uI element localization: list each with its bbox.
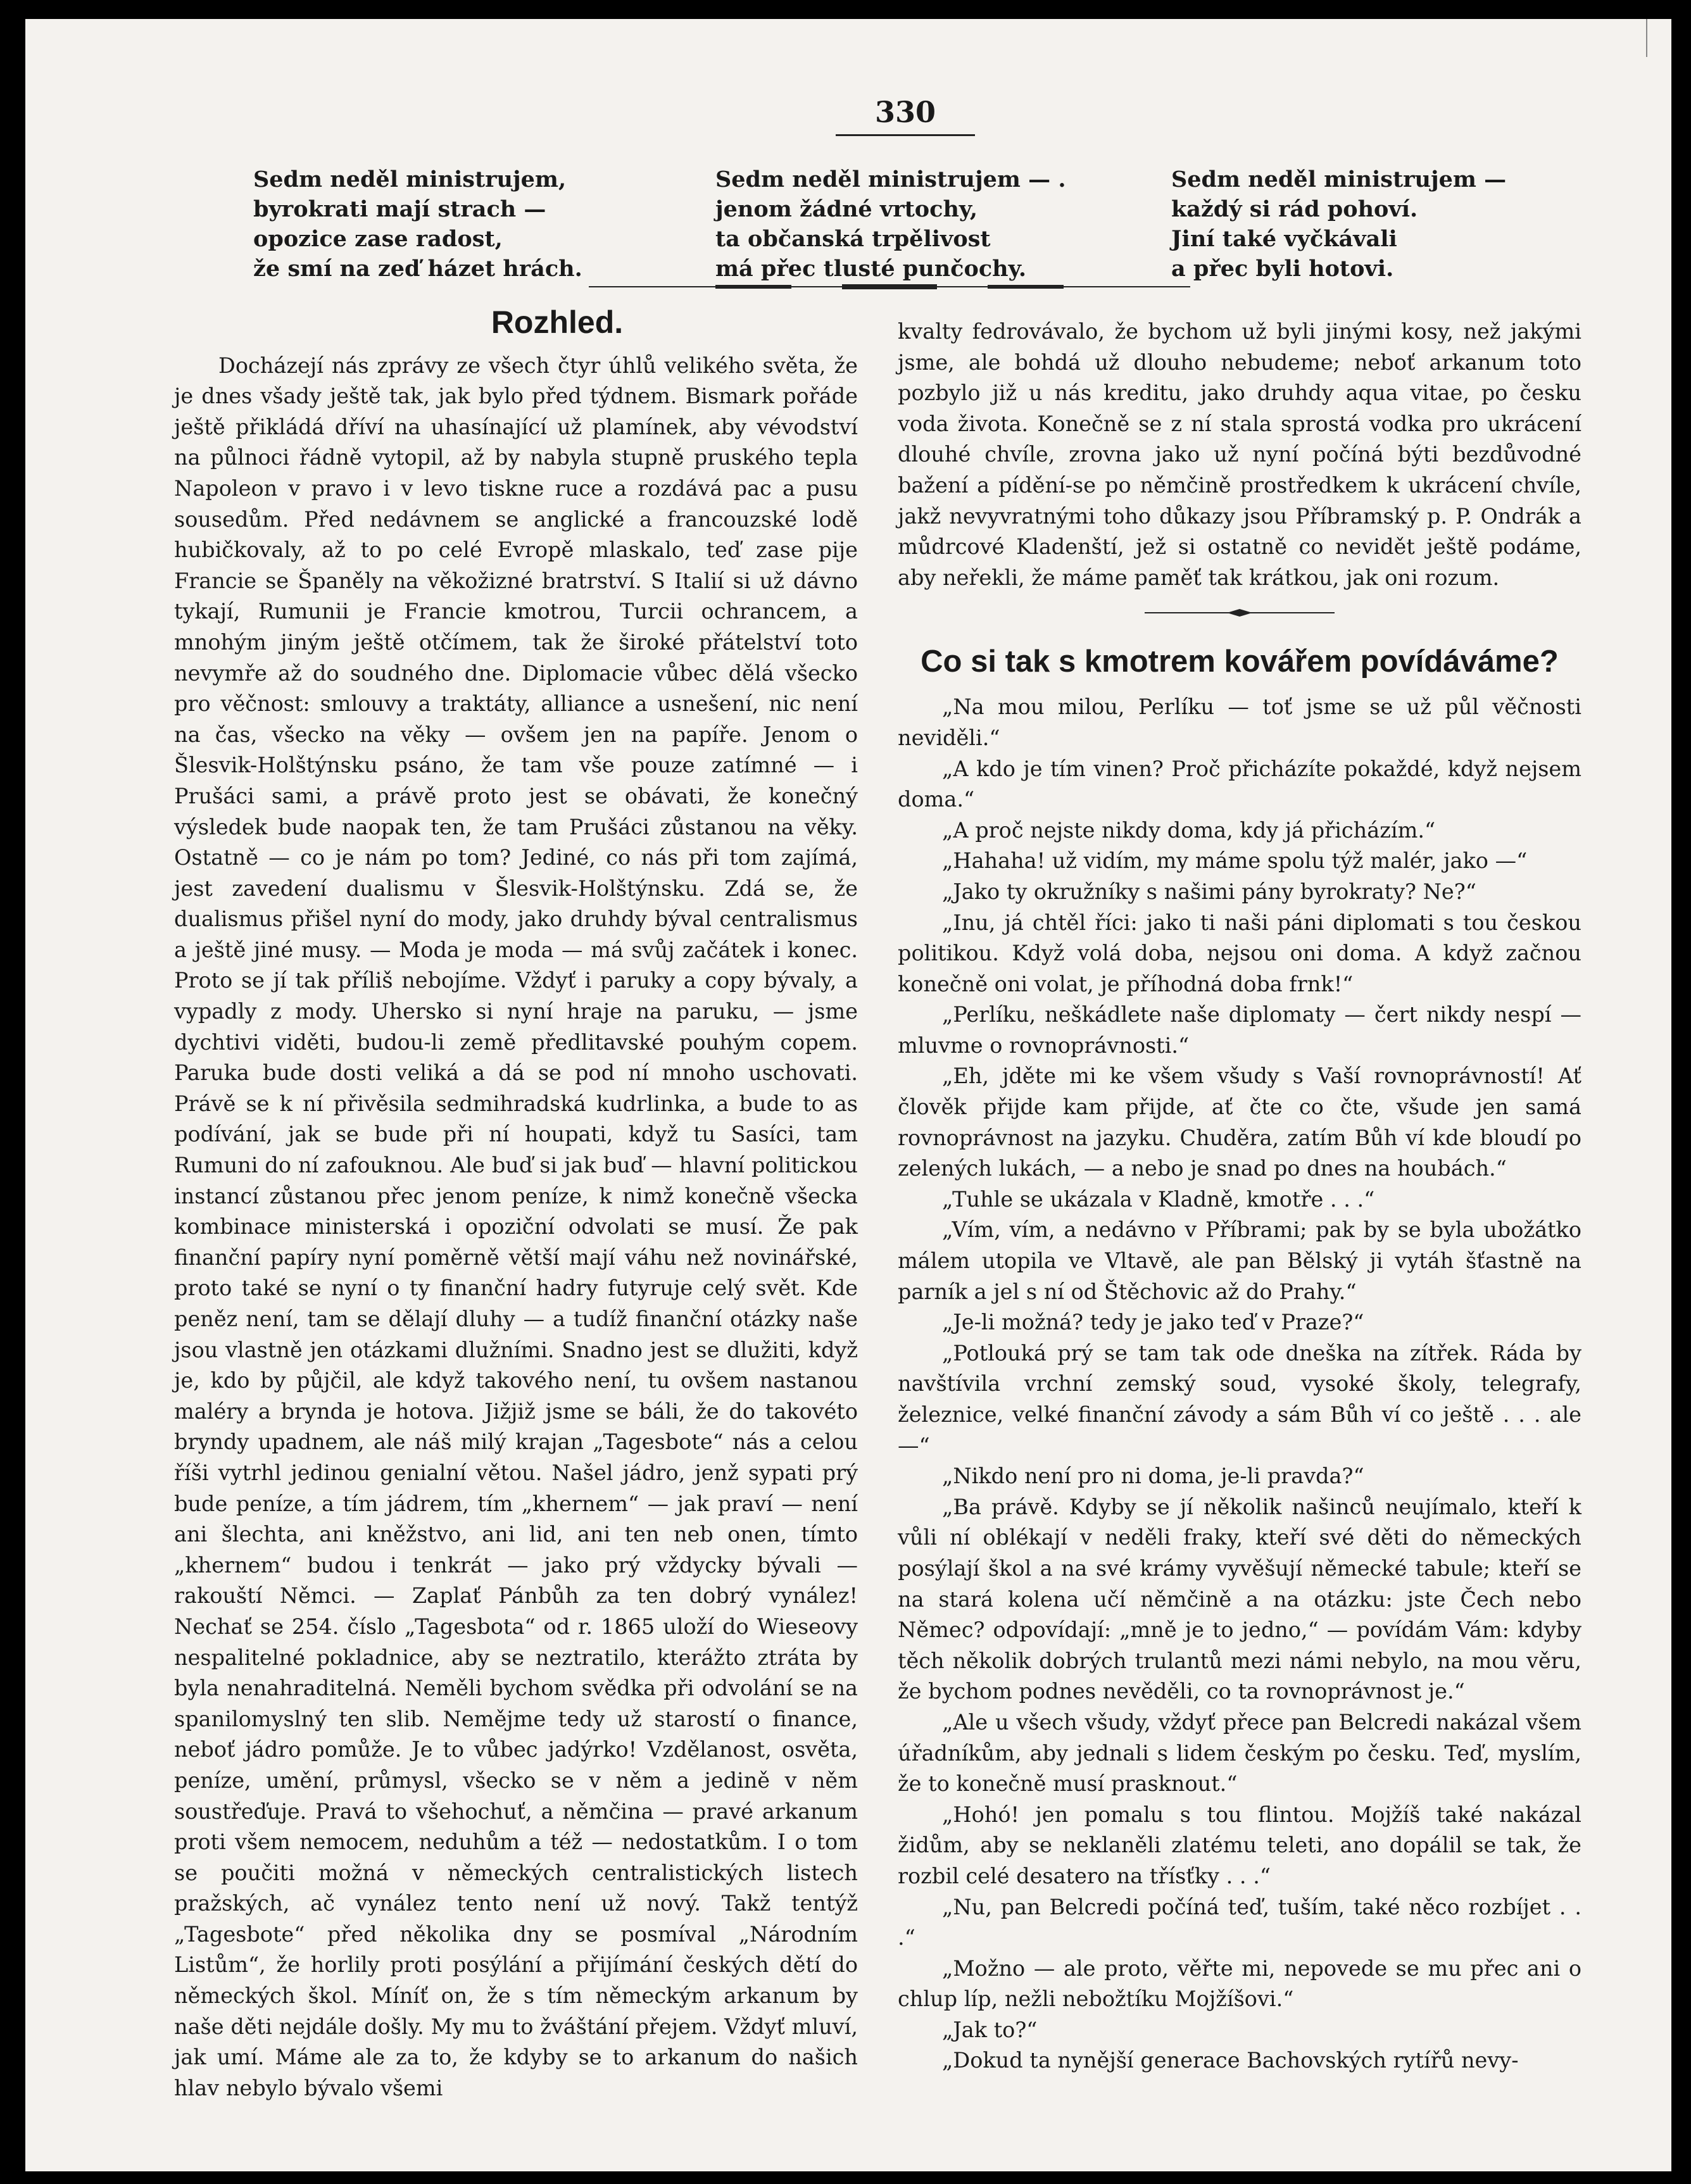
dialogue-paragraph: „Inu, já chtěl říci: jako ti naši páni diplomati s tou českou politikou. Když volá doba, nejsou oni doma. A když začnou konečně oni volat, je příhodná doba frnk!“: [898, 910, 1581, 996]
dialogue-paragraph: „Možno — ale proto, věřte mi, nepovede se mu přec ani o chlup líp, nežli nebožtíku Mojžíšovi.“: [898, 1955, 1581, 2012]
dialogue-paragraph: „A proč nejste nikdy doma, kdy já přicházím.“: [942, 817, 1436, 843]
article-continuation: kvalty fedrovávalo, že bychom už byli jinými kosy, než jakými jsme, ale bohdá už dlouho nebudeme; neboť arkanum toto pozbylo již u nás kreditu, jako druhdy aqua vitae, po česku voda života. Konečně se z ní stala sprostá vodka pro ukrácení dlouhé chvíle, zrovna jako už nyní počíná býti bezdůvodné bažení a pídění-se po němčině prostředkem k ukrácení chvíle, jakž nevyvratnými toho důkazy jsou Příbramský p. P. Ondrák a můdrcové Kladenští, jež si ostatně co nevidět ještě podáme, aby neřekli, že máme paměť tak krátkou, jak oni rozum.: [898, 319, 1581, 590]
verse-line: Sedm neděl ministrujem,: [253, 166, 567, 192]
verse-line: jenom žádné vrtochy,: [715, 196, 978, 222]
verse-line: ta občanská trpělivost: [715, 226, 991, 252]
dialogue-paragraph: „Dokud ta nynější generace Bachovských rytířů nevy-: [942, 2048, 1519, 2073]
page-number: 330: [874, 95, 936, 129]
dialogue-paragraph: „Hohó! jen pomalu s tou flintou. Mojžíš také nakázal židům, aby se neklaněli zlatému teleti, ano dopálil se tak, že rozbil celé desatero na třísťky . . .“: [898, 1802, 1581, 1888]
dialogue-paragraph: „Potlouká prý se tam tak ode dneška na zítřek. Ráda by navštívila vrchní zemský soud, vysoké školy, telegrafy, železnice, velké finanční závody a sám Bůh ví co ještě . . . ale —“: [898, 1340, 1581, 1458]
newspaper-page: [25, 19, 1671, 2171]
section-title-rozhled: Rozhled.: [491, 304, 624, 340]
verse-line: a přec byli hotovi.: [1171, 256, 1394, 282]
dialogue-paragraph: „Perlíku, neškádlete naše diplomaty — čert nikdy nespí — mluvme o rovnoprávnosti.“: [898, 1002, 1581, 1058]
page-number-rule: [836, 134, 975, 136]
verse-line: že smí na zeď házet hrách.: [253, 256, 582, 282]
verse-line: má přec tlusté punčochy.: [715, 256, 1027, 282]
section-title-kmotr: Co si tak s kmotrem kovářem povídáváme?: [921, 644, 1559, 679]
verse-line: Sedm neděl ministrujem —: [1171, 166, 1507, 192]
dialogue-paragraph: „Nikdo není pro ni doma, je-li pravda?“: [942, 1464, 1364, 1489]
dialogue-paragraph: „Na mou milou, Perlíku — toť jsme se už půl věčnosti neviděli.“: [898, 694, 1581, 750]
verse-line: Jiní také vyčkávali: [1171, 226, 1397, 252]
ornamental-separator: [1145, 608, 1335, 617]
page-edge-mark: [1646, 19, 1671, 57]
dialogue-paragraph: „Ba právě. Kdyby se jí několik našinců neujímalo, kteří k vůli ní oblékají v neděli fraky, kteří své děti do německých posýlají škol a na své krámy vyvěšují německé tabule; kteří se na stará kolena učí němčině a na otázku: jste Čech nebo Němec? odpovídají: „mně je to jedno,“ — povídám Vám: kdyby těch několik dobrých trulantů mezi námi nebylo, na mou věru, že bychom podnes nevěděli, co ta rovnoprávnost je.“: [898, 1494, 1581, 1704]
verse-line: Sedm neděl ministrujem — .: [715, 166, 1066, 192]
verse-line: byrokrati mají strach —: [253, 196, 546, 222]
dialogue-paragraph: „Jako ty okružníky s našimi pány byrokraty? Ne?“: [942, 879, 1476, 904]
column-right: [898, 317, 1581, 2076]
dialogue-paragraph: „Tuhle se ukázala v Kladně, kmotře . . .“: [942, 1186, 1375, 1212]
dialogue-paragraph: „Eh, jděte mi ke všem všudy s Vaší rovnoprávností! Ať člověk přijde kam přijde, ať čte co čte, všude jen samá rovnoprávnost na jazyku. Chuděra, zatím Bůh ví kde bloudí po zelených lukách, — a nebo je snad po dnes na houbách.“: [898, 1064, 1581, 1181]
verse-line: opozice zase radost,: [253, 226, 503, 252]
dialogue-paragraph: „A kdo je tím vinen? Proč přicházíte pokaždé, když nejsem doma.“: [898, 756, 1581, 812]
dialogue-paragraph: „Ale u všech všudy, vždyť přece pan Belcredi nakázal všem úřadníkům, aby jednali s lidem českým po česku. Teď, myslím, že to konečně musí prasknout.“: [898, 1709, 1581, 1797]
verse-center: [715, 165, 1066, 284]
dialogue-paragraph: „Hahaha! už vidím, my máme spolu týž malér, jako —“: [942, 848, 1528, 874]
dialogue-paragraph: „Nu, pan Belcredi počíná teď, tuším, také něco rozbíjet . . .“: [898, 1894, 1581, 1950]
dialogue-paragraph: „Je-li možná? tedy je jako teď v Praze?“: [942, 1310, 1364, 1335]
verse-line: každý si rád pohoví.: [1171, 196, 1418, 222]
dialogue-paragraph: „Jak to?“: [942, 2017, 1038, 2042]
ornamental-divider: [589, 284, 1190, 290]
column-left: [174, 304, 858, 2104]
article-body-rozhled: Docházejí nás zprávy ze všech čtyr úhlů velikého světa, že je dnes všady ještě tak, jak bylo před týdnem. Bismark pořáde ještě přikládá dříví na uhasínající už plamínek, aby vévodství na půlnoci řádně vytopil, až by nabyla stupně pruského tepla Napoleon v pravo i v levo tiskne ruce a rozdává pac a pusu sousedům. Před nedávnem se anglické a francouzské lodě hubičkovaly, až to po celé Evropě mlaskalo, teď zase pije Francie se Španěly na věkožizné bratrství. S Italií si už dávno tykají, Rumunii je Francie kmotrou, Turcii ochrancem, a mnohým jiným ještě otčímem, tak že široké přátelství toto nevymře až do soudného dne. Diplomacie vůbec dělá všecko pro věčnost: smlouvy a traktáty, alliance a usnešení, nic není na čas, všecko na věky — ovšem jen na papíře. Jenom o Šlesvik-Holštýnsku psáno, že tam vše pouze zatímné — i Prušáci sami, a právě proto jest se obávati, že konečný výsledek bude naopak ten, že tam Prušáci zůstanou na věky. Ostatně — co je nám po tom? Jediné, co nás při tom zajímá, jest zavedení dualismu v Šlesvik-Holštýnsku. Zdá se, že dualismus přišel nyní do mody, jako druhdy býval centralismus a ještě jiné musy. — Moda je moda — má svůj začátek i konec. Proto se jí tak příliš nebojíme. Vždyť i paruky a copy bývaly, a vypadly z mody. Uhersko si nyní hraje na paruku, — jsme dychtivi viděti, budou-li země předlitavské pouhým copem. Paruka bude dosti veliká a dá se pod ní mnoho uschovati. Právě se k ní přivěsila sedmihradská kudrlinka, a bude to as podívání, jak se bude při ní houpati, když tu Sasíci, tam Rumuni do ní zafouknou. Ale buď si jak buď — hlavní politickou instancí zůstanou přec jenom peníze, k nimž konečně všecka kombinace ministerská i opoziční odvolati se musí. Že pak finanční papíry nyní poměrně větší mají váhu než novinářské, proto také se nyní o ty finanční hadry futyruje celý svět. Kde peněz není, tam se dělají dluhy — a tudíž finanční otázky naše jsou vlastně jen otázkami dlužními. Snadno jest se dlužiti, když je, kdo by půjčil, ale když takového není, tu ovšem nastanou maléry a brynda je hotova. Jižjiž jsme se báli, že do takovéto bryndy upadnem, ale náš milý krajan „Tagesbote“ nás a celou říši vytrhl jedinou genialní větou. Našel jádro, jenž sypati prý bude peníze, a tím jádrem, tím „khernem“ — jak praví — není ani šlechta, ani kněžstvo, ani lid, ani ten neb onen, tímto „khernem“ budou i tenkrát — jako prý vždycky bývali — rakouští Němci. — Zaplať Pánbůh za ten dobrý vynález! Nechať se 254. číslo „Tagesbota“ od r. 1865 uloží do Wieseovy nespalitelné pokladnice, aby se neztratilo, kterážto ztráta by byla nenahraditelná. Neměli bychom svědka při odvolání se na spanilomyslný ten slib. Nemějme tedy už starostí o finance, neboť jádro pomůže. Je to vůbec jadýrko! Vzdělanost, osvěta, peníze, umění, průmysl, všecko se v něm a jedině v něm soustřeďuje. Pravá to všehochuť, a němčina — pravé arkanum proti všem nemocem, neduhům a též — nedostatkům. I o tom se poučiti možná v německých centralistických listech pražských, ač vynález tento není už nový. Takž tentýž „Tagesbote“ před několika dny se posmíval „Národním Listům“, že horlily proti posýlání a přijímání českých dětí do německých škol. Míníť on, že s tím německým arkanum by naše děti nejdále došly. My mu to žváštání přejem. Vždyť mluví, jak umí. Máme ale za to, že kdyby se to arkanum do našich hlav nebylo bývalo všemi: [174, 353, 858, 2100]
verse-left: [253, 165, 582, 284]
dialogue-paragraph: „Vím, vím, a nedávno v Příbrami; pak by se byla ubožátko málem utopila ve Vltavě, ale pan Bělský ji vytáh šťastně na parník a jel s ní od Štěchovic až do Prahy.“: [898, 1217, 1581, 1304]
verse-right: [1171, 165, 1506, 284]
